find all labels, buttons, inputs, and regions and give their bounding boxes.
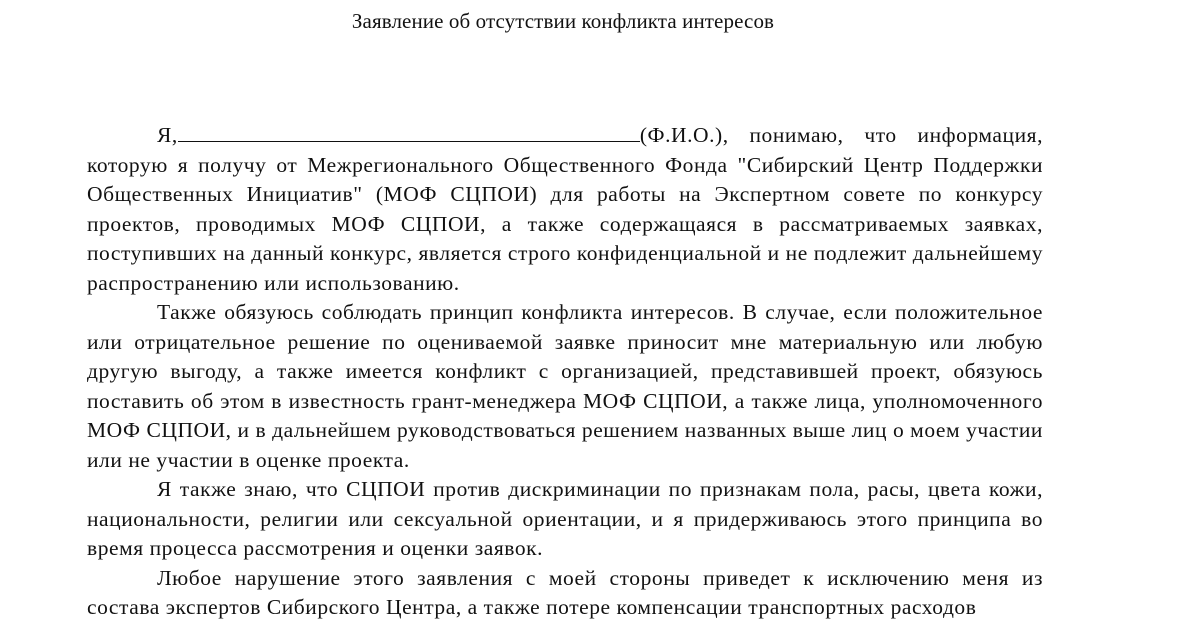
paragraph-conflict-of-interest: Также обязуюсь соблюдать принцип конфликта интересов. В случае, если положительное или отрицательное решение по оцениваемой заявке приносит мне материальную или любую другую выгоду, а также имеется конфликт с организацией, представившей проект, обязуюсь поставить об этом в известность грант-менеджера МОФ СЦПОИ, а также лица, уполномоченного МОФ СЦПОИ, и в дальнейшем руководствоваться решением названных выше лиц о моем участии или не участии в оценке проекта. bbox=[87, 300, 1043, 472]
document-title: Заявление об отсутствии конфликта интересов bbox=[351, 9, 775, 33]
paragraph-violation: Любое нарушение этого заявления с моей стороны приведет к исключению меня из состава экспертов Сибирского Центра, а также потере компенсации транспортных расходов bbox=[87, 565, 1043, 619]
paragraph-non-discrimination: Я также знаю, что СЦПОИ против дискриминации по признакам пола, расы, цвета кожи, национальности, религии или сексуальной ориентации, и я придерживаюсь этого принципа во время процесса рассмотрения и оценки заявок. bbox=[87, 477, 1043, 560]
full-name-blank bbox=[178, 120, 640, 142]
document-body bbox=[87, 120, 1043, 623]
pronoun-prefix: Я, bbox=[157, 123, 178, 147]
confidentiality-text: (Ф.И.О.), понимаю, что информация, которую я получу от Межрегионального Общественного Фонда "Сибирский Центр Поддержки Общественных Инициатив" (МОФ СЦПОИ) для работы на Экспертном совете по конкурсу проектов, проводимых МОФ СЦПОИ, а также содержащаяся в рассматриваемых заявках, поступивших на данный конкурс, является строго конфиденциальной и не подлежит дальнейшему распространению или использованию. bbox=[87, 123, 1043, 295]
paragraph-confidentiality bbox=[87, 120, 1043, 298]
